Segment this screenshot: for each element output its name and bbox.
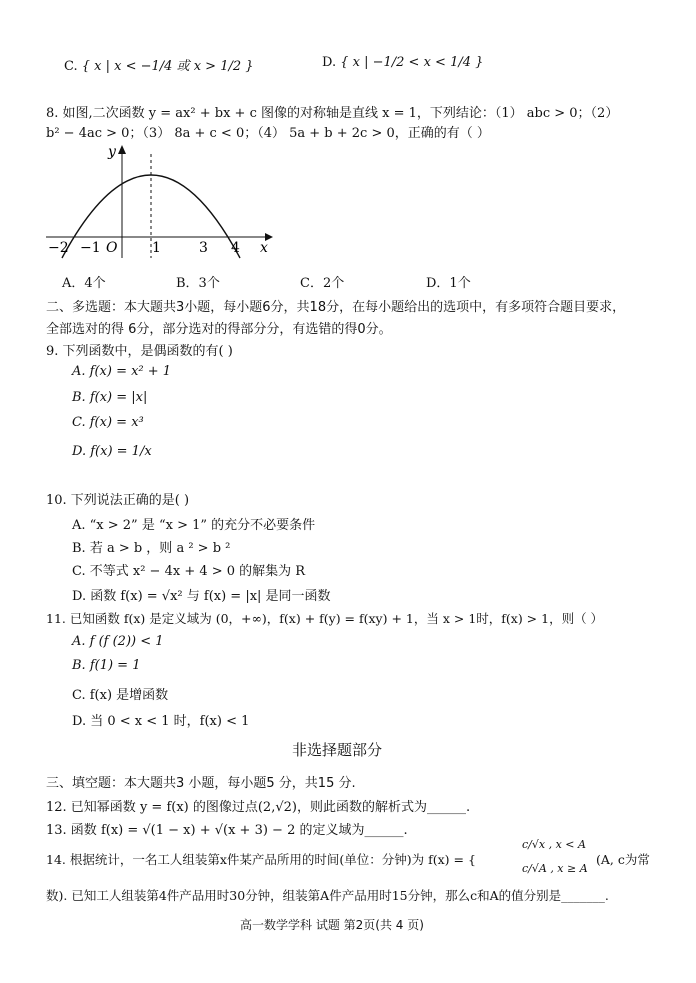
- q9-option-b: B. f(x) = |x|: [72, 390, 148, 405]
- section3-heading: 三、填空题：本大题共3 小题，每小题5 分，共15 分.: [46, 776, 356, 791]
- q7-option-d: [322, 55, 483, 70]
- q10-option-c: C. 不等式 x² − 4x + 4 > 0 的解集为 R: [72, 564, 306, 579]
- q11-option-c: C. f(x) 是增函数: [72, 688, 169, 703]
- origin-label: O: [106, 240, 118, 256]
- q7-option-c: [64, 55, 254, 74]
- q8-stem-line2: b² − 4ac > 0；（3） 8a + c < 0；（4） 5a + b + 2c > 0，正确的有（ ）: [46, 126, 490, 141]
- q13-text: 13. 函数 f(x) = √(1 − x) + √(x + 3) − 2 的定义域为______.: [46, 823, 408, 838]
- q7-option-d-content: { x | −1/2 < x < 1/4 }: [340, 55, 484, 70]
- q14-case2: c/√A , x ≥ A: [522, 862, 588, 875]
- q11-option-a: A. f (f (2)) < 1: [72, 634, 164, 649]
- section2-heading-line1: 二、多选题：本大题共3小题，每小题6分，共18分，在每小题给出的选项中，有多项符合题目要求，: [46, 300, 626, 315]
- q12-text: 12. 已知幂函数 y = f(x) 的图像过点(2,√2)，则此函数的解析式为______.: [46, 800, 471, 815]
- q14-case1: c/√x , x < A: [522, 838, 586, 851]
- q7-option-c-letter: C.: [64, 59, 78, 74]
- tick-label-1: 1: [152, 240, 161, 256]
- q9-option-d: D. f(x) = 1/x: [72, 444, 152, 459]
- q14-intro: 14. 根据统计，一名工人组装第x件某产品所用的时间(单位：分钟)为 f(x) = {: [46, 852, 476, 867]
- parabola-graph: [40, 140, 280, 265]
- x-axis-label: x: [260, 240, 268, 256]
- q9-option-a: A. f(x) = x² + 1: [72, 364, 172, 379]
- q9-stem: 9. 下列函数中，是偶函数的有( ): [46, 344, 233, 359]
- q11-option-d: D. 当 0 < x < 1 时，f(x) < 1: [72, 714, 250, 729]
- tick-label-4: 4: [231, 240, 240, 256]
- q8-option-c: C．2个: [300, 276, 345, 291]
- q10-stem: 10. 下列说法正确的是( ): [46, 493, 190, 508]
- q7-option-c-content: { x | x < −1/4 或 x > 1/2 }: [81, 59, 254, 74]
- q8-option-d: D．1个: [426, 276, 471, 291]
- q8-option-a: A．4个: [62, 276, 106, 291]
- tick-label-3: 3: [199, 240, 208, 256]
- q11-option-b: B. f(1) = 1: [72, 658, 141, 673]
- q14-tail: (A, c为常: [596, 852, 650, 867]
- q10-option-a: A. “x > 2” 是 “x > 1” 的充分不必要条件: [72, 518, 316, 533]
- q10-option-d: D. 函数 f(x) = √x² 与 f(x) = |x| 是同一函数: [72, 589, 331, 604]
- q7-option-d-letter: D.: [322, 55, 337, 70]
- y-axis-label: y: [108, 144, 116, 160]
- q10-option-b: B. 若 a > b ，则 a ² > b ²: [72, 541, 231, 556]
- q8-stem-line1: 8. 如图,二次函数 y = ax² + bx + c 图像的对称轴是直线 x = 1，下列结论：（1） abc > 0；（2）: [46, 106, 619, 121]
- q9-option-c: C. f(x) = x³: [72, 415, 144, 430]
- section2-heading-line2: 全部选对的得 6分，部分选对的得部分分，有选错的得0分。: [46, 322, 392, 337]
- page-footer: 高一数学学科 试题 第2页(共 4 页): [240, 918, 424, 932]
- q14-line2: 数). 已知工人组装第4件产品用时30分钟，组装第A件产品用时15分钟，那么c和A的值分别是_______.: [46, 888, 609, 903]
- q11-stem: 11. 已知函数 f(x) 是定义域为 (0，+∞)，f(x) + f(y) = f(xy) + 1，当 x > 1时，f(x) > 1，则（ ）: [46, 611, 604, 626]
- part-title: 非选择题部分: [292, 741, 383, 759]
- q8-option-b: B．3个: [176, 276, 220, 291]
- tick-label-neg2: −2: [48, 240, 69, 256]
- y-axis-arrow-icon: [118, 145, 126, 154]
- tick-label-neg1: −1: [80, 240, 101, 256]
